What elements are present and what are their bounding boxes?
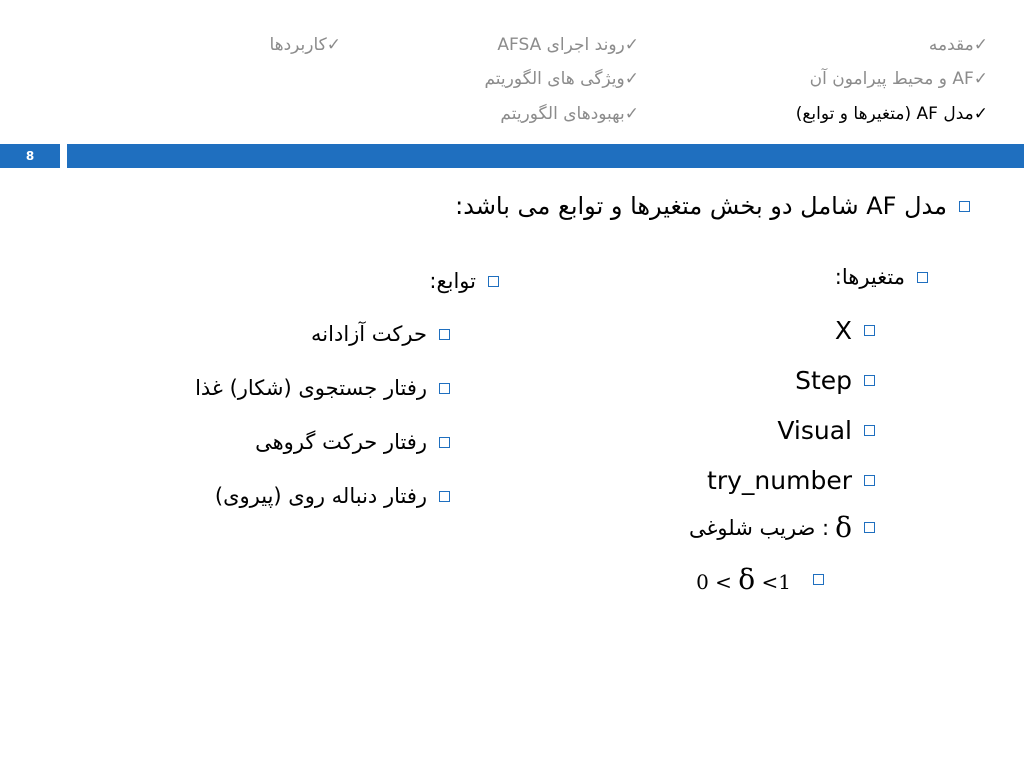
delta-item — [689, 511, 875, 544]
variables-title-line — [835, 265, 928, 289]
check-icon: ✓ — [973, 35, 988, 55]
function-item — [215, 484, 450, 508]
variable-label: Step — [795, 366, 852, 395]
function-label: رفتار حرکت گروهی — [255, 430, 427, 454]
header-bar — [67, 144, 1024, 168]
delta-range: 0 < δ <1 — [696, 563, 791, 596]
function-label: رفتار جستجوی (شکار) غذا — [195, 376, 427, 400]
variable-label: X — [834, 316, 852, 345]
check-icon: ✓ — [973, 69, 988, 89]
delta-label: : ضریب شلوغی — [688, 515, 830, 540]
nav-item-af-model[interactable]: ✓مدل AF (متغیرها و توابع) — [795, 104, 988, 124]
check-icon: ✓ — [624, 69, 639, 89]
variable-label: try_number — [707, 466, 852, 495]
function-label: حرکت آزادانه — [311, 322, 427, 346]
variable-item — [835, 316, 875, 345]
square-bullet-icon — [488, 276, 499, 287]
intro-text: مدل AF شامل دو بخش متغیرها و توابع می باشد: — [455, 192, 947, 220]
nav-item-afsa-process[interactable]: ✓روند اجرای AFSA — [497, 35, 639, 55]
check-icon: ✓ — [326, 35, 341, 55]
function-item — [311, 322, 450, 346]
square-bullet-icon — [439, 383, 450, 394]
check-icon: ✓ — [624, 104, 639, 124]
square-bullet-icon — [917, 272, 928, 283]
variable-label: Visual — [777, 416, 852, 445]
variable-item — [795, 366, 875, 395]
check-icon: ✓ — [973, 104, 988, 124]
check-icon: ✓ — [624, 35, 639, 55]
functions-title: توابع: — [429, 269, 476, 293]
nav-item-applications[interactable]: ✓کاربردها — [269, 35, 341, 55]
square-bullet-icon — [439, 491, 450, 502]
nav-item-intro[interactable]: ✓مقدمه — [928, 35, 988, 55]
square-bullet-icon — [864, 522, 875, 533]
square-bullet-icon — [864, 475, 875, 486]
delta-range-item — [696, 563, 824, 596]
nav-item-af-environment[interactable]: ✓AF و محیط پیرامون آن — [809, 69, 988, 89]
intro-line — [455, 192, 970, 220]
delta-symbol: δ — [835, 511, 852, 544]
square-bullet-icon — [864, 425, 875, 436]
function-label: رفتار دنباله روی (پیروی) — [214, 484, 427, 508]
page-number: 8 — [0, 144, 60, 168]
square-bullet-icon — [864, 325, 875, 336]
square-bullet-icon — [864, 375, 875, 386]
variable-item — [777, 416, 875, 445]
square-bullet-icon — [959, 201, 970, 212]
function-item — [195, 376, 450, 400]
variables-title: متغیرها: — [834, 265, 905, 289]
square-bullet-icon — [813, 574, 824, 585]
functions-title-line — [429, 269, 499, 293]
nav-item-algorithm-features[interactable]: ✓ویژگی های الگوریتم — [484, 69, 639, 89]
function-item — [255, 430, 450, 454]
square-bullet-icon — [439, 437, 450, 448]
nav-item-algorithm-improvements[interactable]: ✓بهبودهای الگوریتم — [500, 104, 639, 124]
variable-item — [707, 466, 875, 495]
square-bullet-icon — [439, 329, 450, 340]
